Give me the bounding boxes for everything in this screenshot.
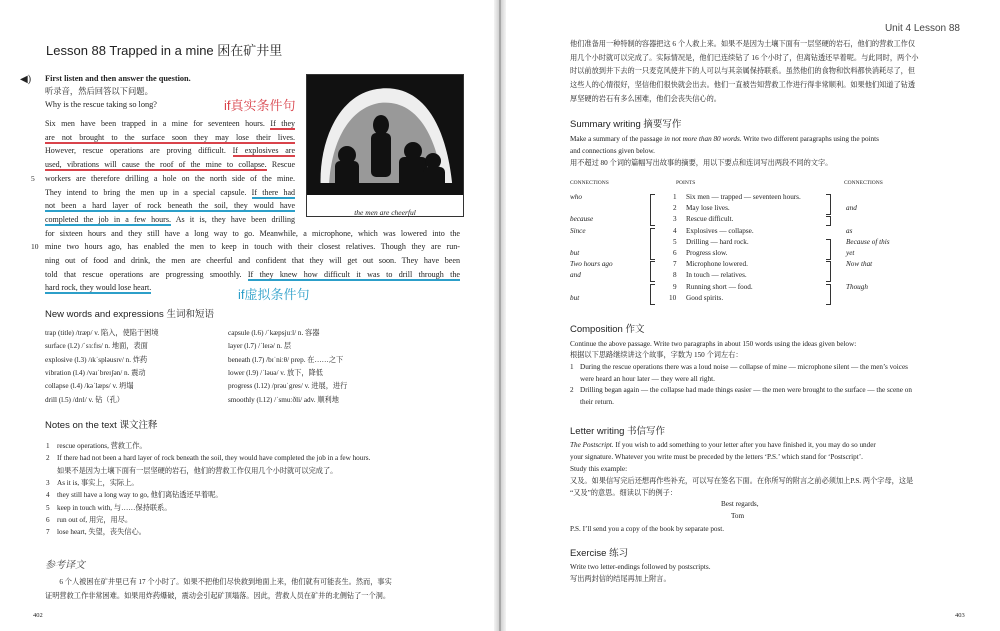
point-number: 6 (673, 249, 677, 257)
point-text: Progress slow. (686, 249, 728, 257)
book-gutter (494, 0, 506, 631)
annotation-real-conditional: if真实条件句 (224, 98, 296, 113)
connection-right: yet (846, 249, 855, 257)
letter-text-zh-1: 又及。如果信写完后还想再作些补充，可以写在签名下面。在你所写的附言之前必须加上P.S. 两个字母，这是 (570, 477, 914, 485)
point-number: 9 (673, 282, 677, 291)
page-number: 403 (955, 612, 965, 619)
passage-line (45, 119, 295, 129)
connection-left: but (570, 249, 580, 257)
connection-right: and (846, 204, 857, 213)
line-number: 5 (31, 173, 35, 183)
note-text: run out of, 用完，用尽。 (57, 515, 133, 524)
underlined-unreal-conditional: completed the job in a few hours. (45, 214, 171, 224)
left-bracket (650, 261, 655, 282)
example-name: Tom (731, 512, 745, 520)
point-number: 4 (673, 226, 677, 235)
letter-text-2: your signature. Whatever you write must be preceded by the letters ‘P.S.’ which stand for ‘Postscript’. (570, 453, 863, 461)
connection-right: as (846, 226, 853, 235)
connection-right: Though (846, 282, 868, 291)
note-number: 5 (46, 503, 50, 512)
note-text: rescue operations, 营救工作。 (57, 442, 147, 450)
exercise-instruction-zh: 写出两封信的结尾再加上附言。 (570, 575, 671, 583)
summary-instruction-text: Write two different paragraphs using the points (741, 135, 879, 143)
passage-text: As it is, they have been drilling (170, 214, 296, 224)
vocab-entry: explosive (l.3) /ɪkˈspləusɪv/ n. 炸药 (45, 355, 148, 364)
note-number: 1 (46, 442, 50, 450)
summary-instruction (570, 135, 879, 144)
postscript-title: The Postscript. (570, 441, 614, 449)
passage-text: Six men have been trapped in a mine for seventeen hours. (45, 119, 271, 128)
underlined-real-conditional: used, vibrations will cause the roof of the mine to collapse. (45, 160, 267, 170)
note-number: 7 (46, 528, 50, 537)
connection-right: Because of this (846, 237, 890, 246)
miners-illustration (307, 75, 463, 195)
note-number: 4 (46, 491, 50, 500)
table-header-connections-right: CONNECTIONS (844, 180, 883, 186)
right-bracket (826, 239, 831, 260)
point-number: 3 (673, 215, 677, 224)
note-number: 2 (46, 454, 50, 463)
note-text: lose heart, 失望，丧失信心。 (57, 528, 146, 537)
underlined-unreal-conditional: If there had (251, 187, 295, 197)
connection-left: but (570, 293, 580, 302)
letter-text-zh-2: “又及”的意思。细读以下的例子： (570, 489, 678, 497)
passage-text: ning out of food and drink, the men are cheerful and confident that they will get out soon. They have been (45, 256, 460, 265)
note-text: keep in touch with, 与……保持联系。 (57, 503, 172, 512)
passage-line (45, 201, 295, 211)
translation-line: 6 个人被困在矿井里已有 17 个小时了。如果不把他们尽快救到地面上来，他们就有可能丧生。然而，事实 (45, 578, 392, 586)
composition-heading: Composition 作文 (570, 324, 645, 335)
summary-heading: Summary writing 摘要写作 (570, 119, 682, 130)
vocab-entry: surface (l.2) /ˈsɜːfɪs/ n. 地面，表面 (45, 342, 148, 351)
right-bracket (826, 261, 831, 282)
composition-item-text: their return. (580, 397, 614, 406)
point-text: Good spirits. (686, 293, 724, 302)
exercise-instruction: Write two letter-endings followed by postscripts. (570, 563, 711, 571)
point-text: Explosives — collapse. (686, 226, 754, 235)
connection-left: because (570, 215, 594, 224)
question: Why is the rescue taking so long? (45, 100, 157, 109)
passage-text: workers are therefore drilling a hole on the north side of the mine. (45, 173, 295, 183)
note-number: 6 (46, 515, 50, 524)
composition-item-text: During the rescue operations there was a loud noise — collapse of mine — microphone silent — the men’s voices (580, 363, 908, 371)
letter-text: If you wish to add something to your letter after you have finished it, you may do so under (613, 441, 876, 449)
letter-writing-heading: Letter writing 书信写作 (570, 426, 666, 437)
connection-left: Two hours ago (570, 260, 613, 269)
composition-instruction: Continue the above passage. Write two paragraphs in about 150 words using the ideas given below: (570, 340, 857, 348)
left-bracket (650, 194, 655, 226)
connection-left: and (570, 271, 581, 280)
composition-item-text: were heard an hour later — they were all right. (580, 374, 715, 383)
passage-line (45, 133, 295, 143)
point-text: Rescue difficult. (686, 215, 734, 224)
table-header-connections-left: CONNECTIONS (570, 180, 609, 186)
point-number: 1 (673, 193, 677, 201)
passage-line (31, 173, 295, 184)
summary-instruction-2: and connections given below. (570, 147, 655, 155)
point-number: 7 (673, 260, 677, 269)
summary-word-limit: in not more than 80 words. (664, 135, 742, 143)
lesson-title: Lesson 88 Trapped in a mine 困在矿井里 (46, 43, 283, 58)
point-text: Six men — trapped — seventeen hours. (686, 193, 801, 201)
underlined-unreal-conditional: not been a hard layer of rock beneath the soil, they would have (45, 201, 295, 211)
underlined-unreal-conditional: hard rock, they would lose heart. (45, 283, 152, 293)
point-text: Drilling — hard rock. (686, 237, 749, 246)
exercise-heading: Exercise 练习 (570, 548, 629, 559)
letter-text-3: Study this example: (570, 465, 628, 473)
underlined-real-conditional: are not brought to the surface soon they may lose their lives. (45, 132, 295, 142)
composition-instruction-zh: 根据以下思路继续讲这个故事，字数为 150 个词左右： (570, 351, 743, 359)
connection-left: who (570, 193, 582, 201)
notes-heading: Notes on the text 课文注释 (45, 420, 158, 431)
vocab-entry: smoothly (l.12) /ˈsmuːðli/ adv. 顺利地 (228, 395, 339, 404)
underlined-real-conditional: If explosives are (232, 146, 295, 156)
point-text: Running short — food. (686, 282, 753, 291)
right-page (506, 0, 1000, 631)
translation-line: 这些人的心情很好，坚信他们很快就会出去。他们一直被告知营救工作进行得非常顺利。如果他们知道了钻透 (570, 81, 916, 90)
passage-text: mine two hours ago, has enabled the men to keep in touch with their closest relatives. Though they are run- (45, 242, 460, 252)
passage-line (45, 188, 295, 198)
translation-line: 他们准备用一种特制的容器把这 6 个人救上来。如果不是因为土壤下面有一层坚硬的岩石，他们的营救工作仅 (570, 40, 916, 48)
vocab-entry: collapse (l.4) /kəˈlæps/ v. 坍塌 (45, 382, 134, 391)
passage-line (45, 146, 295, 156)
passage-text: Rescue (266, 160, 296, 170)
passage-line (45, 256, 460, 266)
passage-text: However, rescue operations are proving difficult. (45, 146, 233, 156)
passage-line (31, 242, 460, 252)
running-header: Unit 4 Lesson 88 (884, 23, 960, 34)
vocab-entry: layer (l.7) /ˈleɪə/ n. 层 (228, 342, 292, 351)
right-bracket (826, 284, 831, 305)
composition-item-number: 1 (570, 363, 574, 371)
illustration-caption: the men are cheerful (354, 208, 416, 217)
vocab-entry: capsule (l.6) /ˈkæpsjuːl/ n. 容器 (228, 329, 320, 337)
vocab-entry: drill (l.5) /drɪl/ v. 钻（孔） (45, 395, 124, 404)
example-postscript: P.S. I’ll send you a copy of the book by separate post. (570, 525, 725, 533)
point-number: 10 (669, 293, 677, 302)
point-text: Microphone lowered. (686, 260, 748, 269)
point-text: May lose lives. (686, 204, 730, 213)
annotation-unreal-conditional: if虚拟条件句 (238, 287, 310, 302)
passage-line (45, 270, 460, 280)
vocab-entry: beneath (l.7) /bɪˈniːθ/ prep. 在……之下 (228, 355, 344, 364)
passage-line (45, 283, 151, 293)
left-bracket (650, 228, 655, 260)
vocab-entry: progress (l.12) /prəuˈgres/ v. 进展，进行 (228, 382, 348, 391)
listen-instruction: First listen and then answer the question. (45, 74, 191, 83)
right-bracket (826, 216, 831, 226)
connection-left: Since (570, 226, 586, 235)
passage-text: They intend to bring the men up in a special capsule. (45, 187, 252, 197)
point-number: 8 (673, 271, 677, 280)
translation-line: 证明营救工作非常困难。如果用炸药爆破，震动会引起矿顶塌落。因此，营救人员在矿井的北侧钻了一个洞。 (45, 592, 391, 600)
left-bracket (650, 284, 655, 305)
listen-instruction-zh: 听录音，然后回答以下问题。 (45, 87, 153, 96)
translation-line: 厚坚硬的岩石有多么困难，他们会丧失信心的。 (570, 94, 721, 103)
vocab-entry: lower (l.9) /ˈləuə/ v. 放下，降低 (228, 368, 323, 377)
table-header-points: POINTS (676, 180, 696, 186)
translation-heading: 参考译文 (45, 560, 85, 571)
translation-line: 时以前放到井下去的一只麦克风使井下的人可以与其亲属保持联系。虽然他们的食物和饮料都快消耗尽了，但 (570, 67, 916, 76)
point-text: In touch — relatives. (686, 271, 747, 280)
speaker-icon[interactable]: ◀) (20, 74, 32, 85)
note-text: 如果不是因为土壤下面有一层坚硬的岩石，他们的营救工作仅用几个小时就可以完成了。 (57, 466, 338, 475)
line-number: 10 (31, 242, 39, 252)
underlined-unreal-conditional: If they knew how difficult it was to drill through the (247, 269, 460, 279)
right-bracket (826, 194, 831, 215)
passage-text: for sixteen hours and they still have a long way to go. Meanwhile, a microphone, which was lowered into the (45, 228, 460, 238)
note-text: As it is, 事实上，实际上。 (57, 478, 139, 487)
point-number: 2 (673, 204, 677, 213)
illustration (306, 74, 464, 217)
left-page (0, 0, 494, 631)
summary-instruction-text: Make a summary of the passage (570, 135, 665, 143)
new-words-heading: New words and expressions 生词和短语 (45, 309, 214, 320)
vocab-entry: vibration (l.4) /vaɪˈbreɪʃən/ n. 震动 (45, 368, 146, 377)
passage-line (45, 229, 460, 239)
letter-text-1 (570, 441, 876, 450)
translation-line: 用几个小时就可以完成了。实际情况是，他们已连续钻了 16 个小时了，但离钻透还早着呢。与此同时，两个小 (570, 53, 919, 62)
note-text: If there had not been a hard layer of rock beneath the soil, they would have completed the job in a few hours. (57, 454, 371, 463)
underlined-real-conditional: If they (270, 119, 295, 128)
passage-text: told that rescue operations are progressing smoothly. (45, 269, 248, 279)
connection-right: Now that (846, 260, 873, 269)
composition-item-number: 2 (570, 386, 574, 394)
page-number: 402 (33, 612, 43, 619)
example-closing: Best regards, (721, 500, 759, 508)
vocab-entry: trap (title) /træp/ v. 陷入，使陷于困境 (45, 329, 159, 337)
composition-item-text: Drilling began again — the collapse had made things easier — the men were brought to the surface — the scene on (580, 386, 912, 394)
passage-line (45, 160, 295, 170)
passage-line (45, 215, 295, 225)
note-number: 3 (46, 478, 50, 487)
note-text: they still have a long way to go, 他们离钻透还早着呢。 (57, 491, 223, 500)
summary-instruction-zh: 用不超过 80 个词的篇幅写出故事的摘要，用以下要点和连词写出两段不同的文字。 (570, 159, 833, 167)
point-number: 5 (673, 237, 677, 246)
